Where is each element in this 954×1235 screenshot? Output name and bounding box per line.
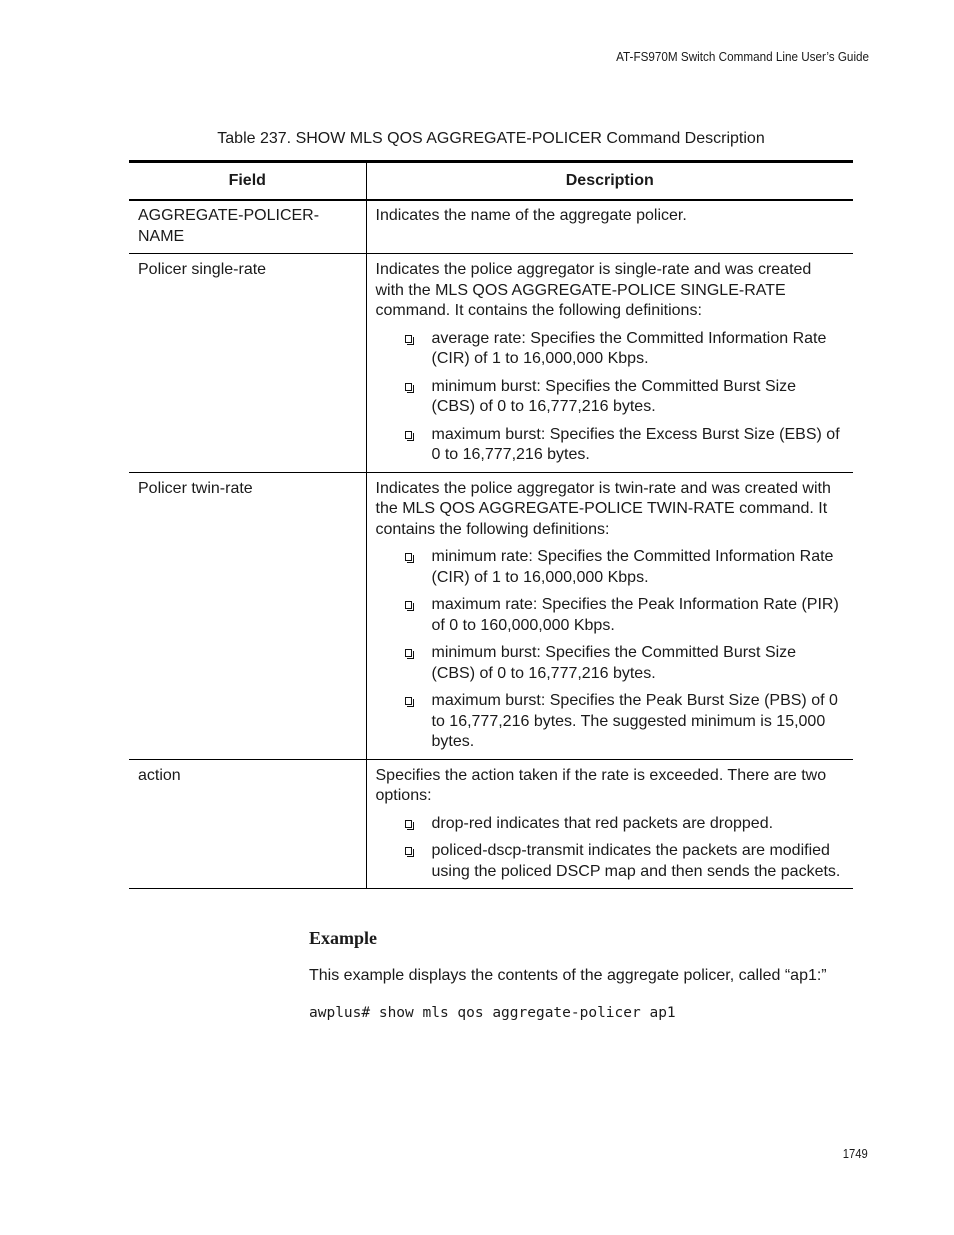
checkbox-bullet-icon [405,431,412,439]
list-item [376,814,845,835]
field-cell [129,254,366,473]
checkbox-bullet-icon [405,649,412,657]
definition-list [376,329,845,466]
field-cell [129,200,366,254]
list-item [376,841,845,882]
command-description-table [129,160,853,889]
checkbox-bullet-icon [405,335,412,343]
description-cell [366,472,853,759]
list-item-text: maximum burst: Specifies the Excess Burst Size (EBS) of 0 to 16,777,216 bytes. [431,425,840,463]
example-heading: Example [309,928,378,948]
checkbox-bullet-icon [405,601,412,609]
field-cell [129,759,366,889]
field-name: Policer single-rate [138,261,267,278]
description-text: Specifies the action taken if the rate is exceeded. There are two options: [375,766,827,804]
table-caption: Table 237. SHOW MLS QOS AGGREGATE-POLICER Command Description [217,130,765,147]
checkbox-bullet-icon [405,697,412,705]
field-name: AGGREGATE-POLICER- NAME [138,207,320,245]
running-header: AT-FS970M Switch Command Line User’s Guide [616,49,869,64]
checkbox-bullet-icon [405,383,412,391]
list-item [376,547,845,588]
header-field: Field [129,162,366,201]
list-item [376,691,845,753]
table-row [129,254,853,473]
list-item [376,643,845,684]
example-code: awplus# show mls qos aggregate-policer ap1 [309,1005,676,1021]
list-item-text: minimum rate: Specifies the Committed Information Rate (CIR) of 1 to 16,000,000 Kbps. [431,548,834,586]
list-item [376,595,845,636]
header-description: Description [366,162,853,201]
definition-list [376,547,845,753]
description-cell [366,200,853,254]
list-item-text: policed-dscp-transmit indicates the packets are modified using the policed DSCP map and then sends the packets. [431,842,841,880]
checkbox-bullet-icon [405,847,412,855]
list-item-text: minimum burst: Specifies the Committed Burst Size (CBS) of 0 to 16,777,216 bytes. [431,377,797,415]
definition-list [376,814,845,883]
page-number: 1749 [842,1147,868,1161]
list-item-text: average rate: Specifies the Committed Information Rate (CIR) of 1 to 16,000,000 Kbps. [431,329,827,367]
list-item [376,329,845,370]
list-item-text: maximum rate: Specifies the Peak Information Rate (PIR) of 0 to 160,000,000 Kbps. [431,596,839,634]
checkbox-bullet-icon [405,820,412,828]
list-item-text: drop-red indicates that red packets are dropped. [431,814,774,832]
table-row [129,759,853,889]
description-cell [366,759,853,889]
description-text: Indicates the police aggregator is twin-rate and was created with the MLS QOS AGGREGATE-POLICE TWIN-RATE command. It contains the following definitions: [375,479,831,538]
description-text: Indicates the name of the aggregate policer. [375,207,687,224]
field-cell [129,472,366,759]
table-row [129,200,853,254]
description-cell [366,254,853,473]
table-header-row [129,162,853,201]
field-name: action [138,766,181,784]
list-item-text: maximum burst: Specifies the Peak Burst Size (PBS) of 0 to 16,777,216 bytes. The suggested minimum is 15,000 bytes. [431,692,838,750]
description-text: Indicates the police aggregator is single-rate and was created with the MLS QOS AGGREGATE-POLICE SINGLE-RATE command. It contains the following definitions: [375,261,812,319]
example-text: This example displays the contents of the aggregate policer, called “ap1:” [309,967,827,984]
list-item [376,425,845,466]
checkbox-bullet-icon [405,553,412,561]
list-item-text: minimum burst: Specifies the Committed Burst Size (CBS) of 0 to 16,777,216 bytes. [431,644,797,682]
table-row [129,472,853,759]
list-item [376,377,845,418]
field-name: Policer twin-rate [138,479,253,497]
